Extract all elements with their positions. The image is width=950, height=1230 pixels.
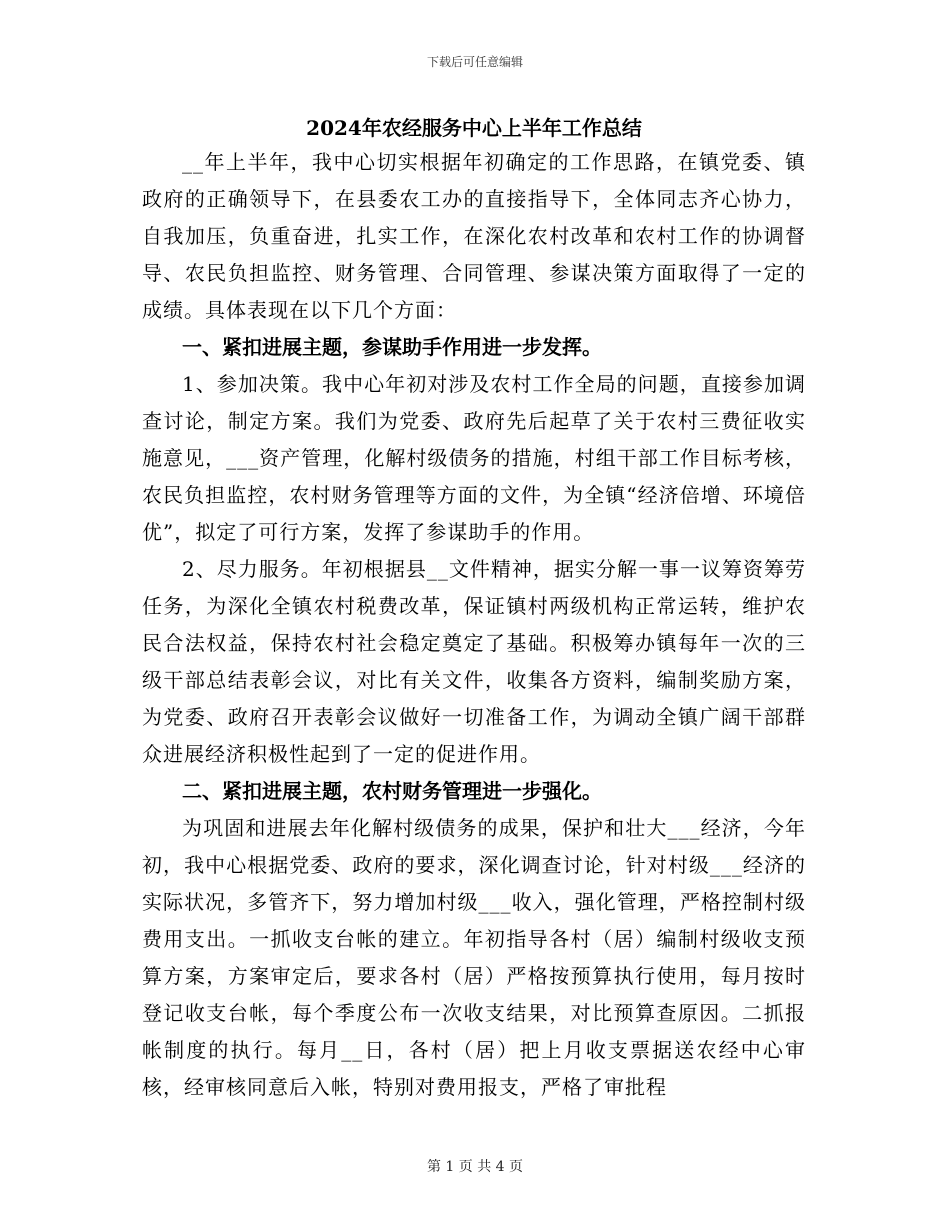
document-body [142,112,806,1106]
intro-paragraph: __年上半年，我中心切实根据年初确定的工作思路，在镇党委、镇政府的正确领导下，在县委农工办的直接指导下，全体同志齐心协力，自我加压，负重奋进，扎实工作，在深化农村改革和农村工作的协调督导、农民负担监控、财务管理、合同管理、参谋决策方面取得了一定的成绩。具体表现在以下几个方面： [142,150,806,322]
document-title: 2024年农经服务中心上半年工作总结 [306,116,642,140]
section2-heading: 二、紧扣进展主题，农村财务管理进一步强化。 [182,779,602,803]
section1-paragraph-1: 1、参加决策。我中心年初对涉及农村工作全局的问题，直接参加调查讨论，制定方案。我们为党委、政府先后起草了关于农村三费征收实施意见，___资产管理，化解村级债务的措施，村组干部工作目标考核，农民负担监控，农村财务管理等方面的文件，为全镇“经济倍增、环境倍优”，拟定了可行方案，发挥了参谋助手的作用。 [142,372,806,544]
section2-paragraph-1: 为巩固和进展去年化解村级债务的成果，保护和壮大___经济，今年初，我中心根据党委、政府的要求，深化调查讨论，针对村级___经济的实际状况，多管齐下，努力增加村级___收入，强化管理，严格控制村级费用支出。一抓收支台帐的建立。年初指导各村（居）编制村级收支预算方案，方案审定后，要求各村（居）严格按预算执行使用，每月按时登记收支台帐，每个季度公布一次收支结果，对比预算查原因。二抓报帐制度的执行。每月__日，各村（居）把上月收支票据送农经中心审核，经审核同意后入帐，特别对费用报支，严格了审批程 [142,816,806,1099]
header-note: 下载后可任意编辑 [426,55,523,69]
section1-paragraph-2: 2、尽力服务。年初根据县__文件精神，据实分解一事一议筹资筹劳任务，为深化全镇农村税费改革，保证镇村两级机构正常运转，维护农民合法权益，保持农村社会稳定奠定了基础。积极筹办镇每年一次的三级干部总结表彰会议，对比有关文件，收集各方资料，编制奖励方案，为党委、政府召开表彰会议做好一切准备工作，为调动全镇广阔干部群众进展经济积极性起到了一定的促进作用。 [142,557,806,766]
section1-heading: 一、紧扣进展主题，参谋助手作用进一步发挥。 [182,335,602,359]
page-footer: 第 1 页 共 4 页 [426,1159,524,1175]
